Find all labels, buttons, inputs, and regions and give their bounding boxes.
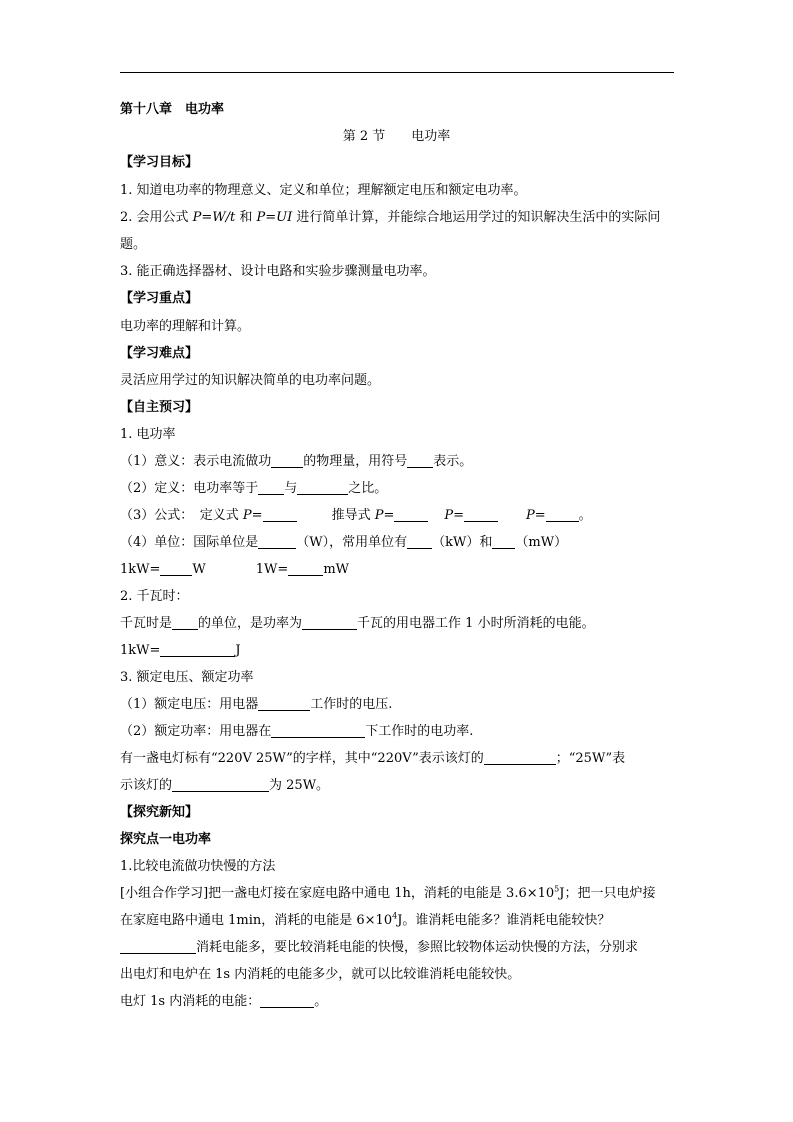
preview-kwh: 千瓦时是 的单位，是功率为 千瓦的用电器工作 1 小时所消耗的电能。 bbox=[120, 616, 595, 631]
goal-3: 3. 能正确选择器材、设计电路和实验步骤测量电功率。 bbox=[120, 264, 436, 279]
answer-blank[interactable] bbox=[172, 777, 269, 792]
answer-blank[interactable] bbox=[407, 453, 433, 468]
preview-lamp: 有一盏电灯标有“220V 25W”的字样，其中“220V”表示该灯的 ；“25W”表 bbox=[120, 751, 626, 766]
explore-sub-1: 1.比较电流做功快慢的方法 bbox=[120, 859, 276, 874]
answer-blank[interactable] bbox=[160, 642, 235, 657]
explore-point-1: 探究点一电功率 bbox=[120, 832, 212, 847]
answer-blank[interactable] bbox=[258, 480, 284, 495]
answer-blank[interactable] bbox=[394, 507, 428, 522]
explore-heading: 【探究新知】 bbox=[120, 805, 199, 820]
answer-blank[interactable] bbox=[260, 993, 314, 1008]
formula-pui: P=UI bbox=[256, 210, 293, 225]
answer-blank[interactable] bbox=[271, 453, 303, 468]
preview-unit: （4）单位：国际单位是 （W），常用单位有 （kW）和 （mW） bbox=[120, 535, 568, 550]
section-title: 第 2 节 电功率 bbox=[342, 129, 451, 144]
answer-blank[interactable] bbox=[263, 507, 297, 522]
preview-formula: （3）公式： 定义式 P= 推导式 P= P= P= 。 bbox=[120, 508, 592, 523]
answer-blank[interactable] bbox=[464, 507, 498, 522]
preview-s2-title: 2. 千瓦时： bbox=[120, 589, 189, 604]
answer-blank[interactable] bbox=[297, 480, 348, 495]
answer-blank[interactable] bbox=[120, 939, 196, 954]
answer-blank[interactable] bbox=[407, 534, 432, 549]
header-rule bbox=[120, 72, 674, 73]
answer-blank[interactable] bbox=[258, 696, 310, 711]
difficulties-heading: 【学习难点】 bbox=[120, 346, 199, 361]
preview-kwh-conversion: 1kW= J bbox=[120, 643, 241, 658]
difficulties-text: 灵活应用学过的知识解决简单的电功率问题。 bbox=[120, 373, 381, 388]
preview-s1-title: 1. 电功率 bbox=[120, 427, 176, 442]
explore-para-4: 出电灯和电炉在 1s 内消耗的电能多少，就可以比较谁消耗电能较快。 bbox=[120, 967, 521, 982]
answer-blank[interactable] bbox=[546, 507, 579, 522]
preview-rated-power: （2）额定功率：用电器在 下工作时的电功率. bbox=[120, 724, 474, 739]
explore-para-5: 电灯 1s 内消耗的电能： 。 bbox=[120, 994, 328, 1009]
preview-meaning: （1）意义：表示电流做功 的物理量，用符号 表示。 bbox=[120, 454, 473, 469]
key-points-text: 电功率的理解和计算。 bbox=[120, 319, 251, 334]
preview-lamp-cont: 示该灯的 为 25W。 bbox=[120, 778, 330, 793]
preview-s3-title: 3. 额定电压、额定功率 bbox=[120, 670, 254, 685]
chapter-title: 第十八章 电功率 bbox=[120, 102, 225, 117]
answer-blank[interactable] bbox=[288, 561, 323, 576]
goals-heading: 【学习目标】 bbox=[120, 155, 199, 170]
answer-blank[interactable] bbox=[302, 615, 357, 630]
formula-pwt: P=W/t bbox=[192, 210, 236, 225]
preview-heading: 【自主预习】 bbox=[120, 400, 199, 415]
answer-blank[interactable] bbox=[492, 534, 515, 549]
goal-2: 2. 会用公式 P=W/t 和 P=UI 进行简单计算，并能综合地运用学过的知识解决生活中的实际问 bbox=[120, 210, 661, 225]
goal-2-cont: 题。 bbox=[120, 237, 147, 252]
goal-1: 1. 知道电功率的物理意义、定义和单位；理解额定电压和额定电功率。 bbox=[120, 183, 527, 198]
preview-definition: （2）定义：电功率等于 与 之比。 bbox=[120, 481, 388, 496]
answer-blank[interactable] bbox=[160, 561, 192, 576]
explore-para-3: 消耗电能多，要比较消耗电能的快慢，参照比较物体运动快慢的方法，分别求 bbox=[120, 939, 638, 957]
explore-para-2: 在家庭电路中通电 1min，消耗的电能是 $6\times 10^4J$。谁消耗电能多？谁消耗电能较快？ bbox=[120, 911, 611, 928]
explore-para-1: [小组合作学习]把一盏电灯接在家庭电路中通电 1h，消耗的电能是 $3.6\times 10^5J$；把一只电炉接 bbox=[120, 884, 656, 901]
preview-conversion: 1kW= W 1W= mW bbox=[120, 562, 350, 577]
answer-blank[interactable] bbox=[172, 615, 198, 630]
answer-blank[interactable] bbox=[258, 534, 296, 549]
key-points-heading: 【学习重点】 bbox=[120, 291, 199, 306]
answer-blank[interactable] bbox=[271, 723, 365, 738]
preview-rated-voltage: （1）额定电压：用电器 工作时的电压. bbox=[120, 697, 393, 712]
answer-blank[interactable] bbox=[484, 750, 556, 765]
